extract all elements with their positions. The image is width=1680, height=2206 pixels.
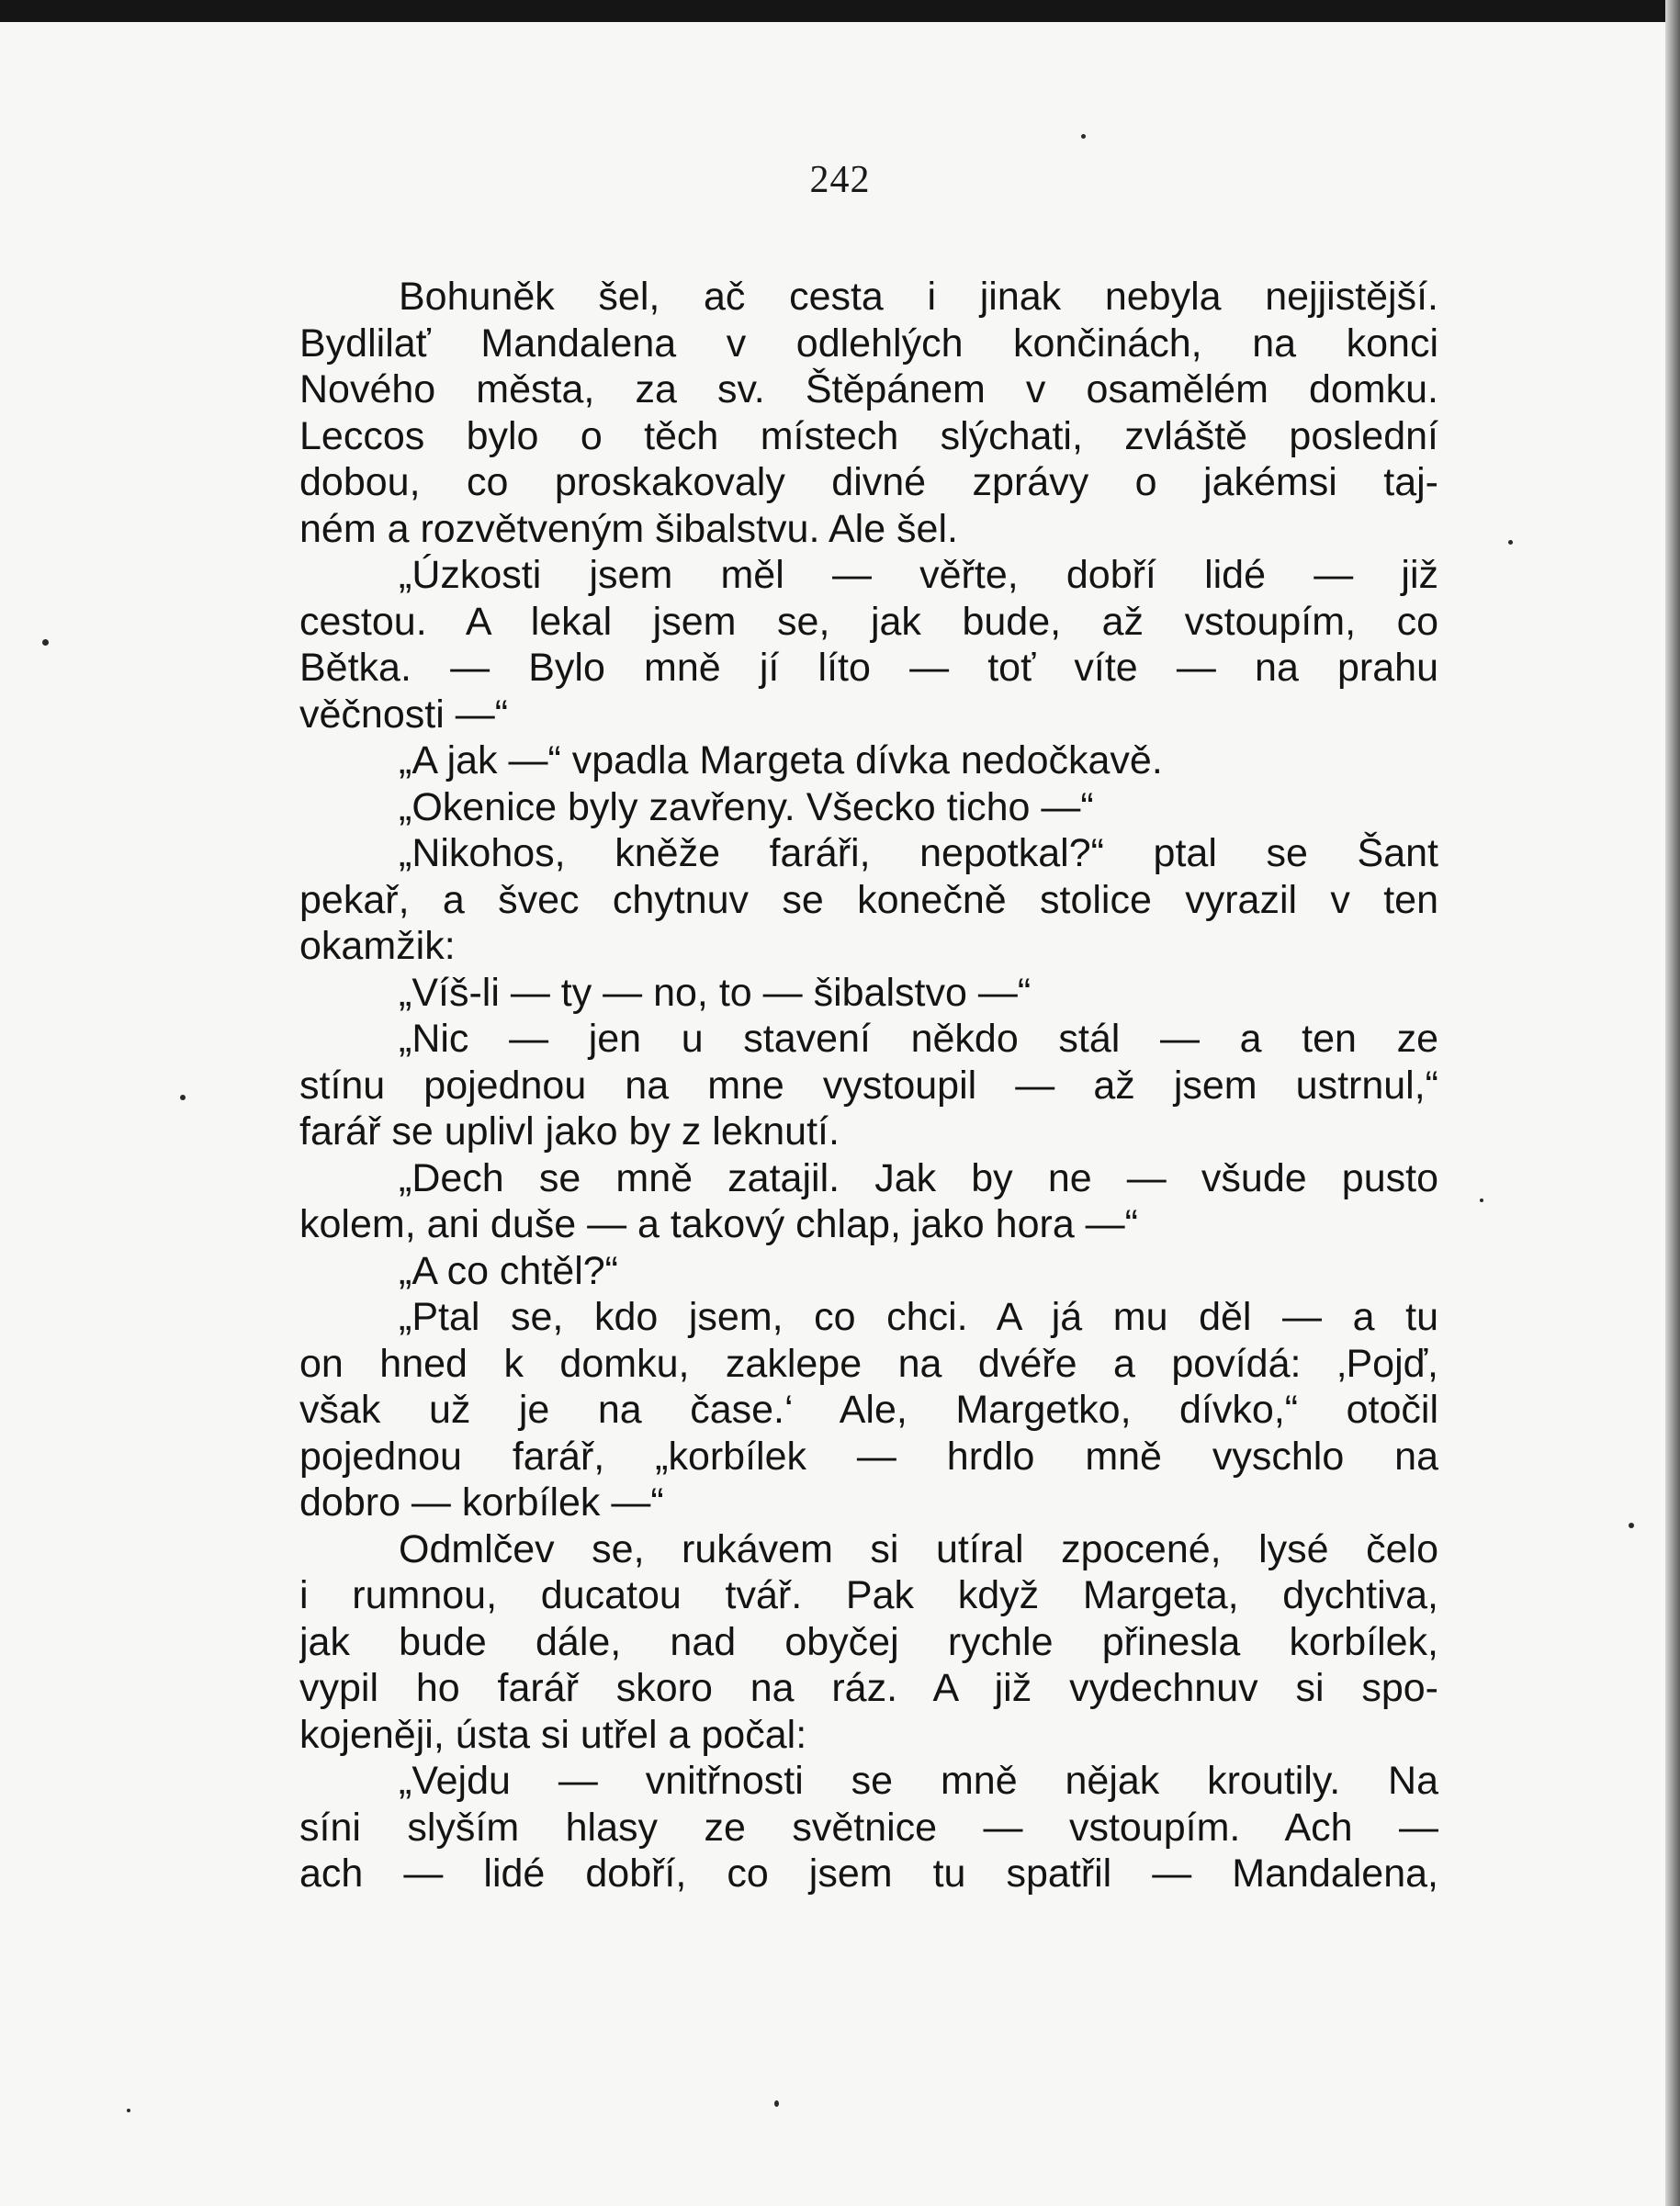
text-line: „Úzkosti jsem měl — věřte, dobří lidé — již: [399, 553, 1438, 597]
scan-right-edge: [1665, 0, 1680, 2206]
text-line: ach — lidé dobří, co jsem tu spatřil — Mandalena,: [299, 1851, 1438, 1896]
text-line: Bětka. — Bylo mně jí líto — toť víte — na prahu: [299, 646, 1438, 690]
text-line: kojeněji, ústa si utřel a počal:: [299, 1712, 807, 1757]
text-line: okamžik:: [299, 924, 456, 968]
text-line: však už je na čase.‘ Ale, Margetko, dívko,“ otočil: [299, 1388, 1438, 1432]
text-line: Nového města, za sv. Štěpánem v osamělém domku.: [299, 367, 1438, 411]
body-text: [299, 274, 1438, 1897]
text-line: Odmlčev se, rukávem si utíral zpocené, lysé čelo: [399, 1526, 1438, 1571]
scan-speck: [1081, 134, 1086, 139]
page-number: 242: [809, 159, 871, 201]
scan-speck: [1508, 540, 1513, 545]
text-line: i rumnou, ducatou tvář. Pak když Margeta, dychtiva,: [299, 1573, 1438, 1617]
text-line: on hned k domku, zaklepe na dvéře a povídá: ‚Pojď,: [299, 1341, 1438, 1386]
text-line: „Víš-li — ty — no, to — šibalstvo —“: [399, 970, 1032, 1015]
text-line: jak bude dále, nad obyčej rychle přinesla korbílek,: [299, 1619, 1438, 1664]
scan-top-edge: [0, 0, 1680, 22]
text-line: „Vejdu — vnitřnosti se mně nějak kroutily. Na: [399, 1759, 1438, 1803]
scan-speck: [1480, 1199, 1483, 1202]
text-line: „Okenice byly zavřeny. Všecko ticho —“: [399, 784, 1094, 829]
text-line: „Ptal se, kdo jsem, co chci. A já mu děl — a tu: [399, 1295, 1438, 1339]
text-line: pojednou farář, „korbílek — hrdlo mně vyschlo na: [299, 1434, 1438, 1479]
text-line: Bohuněk šel, ač cesta i jinak nebyla nejjistější.: [399, 275, 1438, 319]
text-line: „Dech se mně zatajil. Jak by ne — všude pusto: [399, 1155, 1438, 1200]
text-line: Bydlilať Mandalena v odlehlých končinách, na konci: [299, 321, 1438, 366]
text-line: „A jak —“ vpadla Margeta dívka nedočkavě.: [399, 738, 1163, 782]
text-line: dobro — korbílek —“: [299, 1480, 664, 1525]
text-line: Leccos bylo o těch místech slýchati, zvláště poslední: [299, 413, 1438, 458]
text-line: cestou. A lekal jsem se, jak bude, až vstoupím, co: [299, 599, 1438, 644]
scan-speck: [42, 639, 49, 646]
scan-speck: [127, 2109, 130, 2112]
scan-speck: [1629, 1523, 1634, 1528]
text-line: „Nikohos, kněže faráři, nepotkal?“ ptal se Šant: [399, 831, 1438, 875]
text-line: síni slyším hlasy ze světnice — vstoupím. Ach —: [299, 1805, 1438, 1850]
text-line: kolem, ani duše — a takový chlap, jako hora —“: [299, 1202, 1138, 1246]
text-line: vypil ho farář skoro na ráz. A již vydechnuv si spo-: [299, 1666, 1438, 1710]
text-line: dobou, co proskakovaly divné zprávy o jakémsi taj-: [299, 460, 1438, 504]
text-line: pekař, a švec chytnuv se konečně stolice vyrazil v ten: [299, 877, 1438, 922]
scan-speck: [180, 1095, 186, 1100]
text-line: „A co chtěl?“: [399, 1248, 618, 1293]
scan-speck: [774, 2100, 779, 2107]
text-line: farář se uplivl jako by z leknutí.: [299, 1109, 840, 1154]
text-line: věčnosti —“: [299, 692, 509, 737]
text-line: ném a rozvětveným šibalstvu. Ale šel.: [299, 506, 958, 551]
text-line: stínu pojednou na mne vystoupil — až jsem ustrnul,“: [299, 1063, 1438, 1108]
text-line: „Nic — jen u stavení někdo stál — a ten ze: [399, 1017, 1438, 1061]
